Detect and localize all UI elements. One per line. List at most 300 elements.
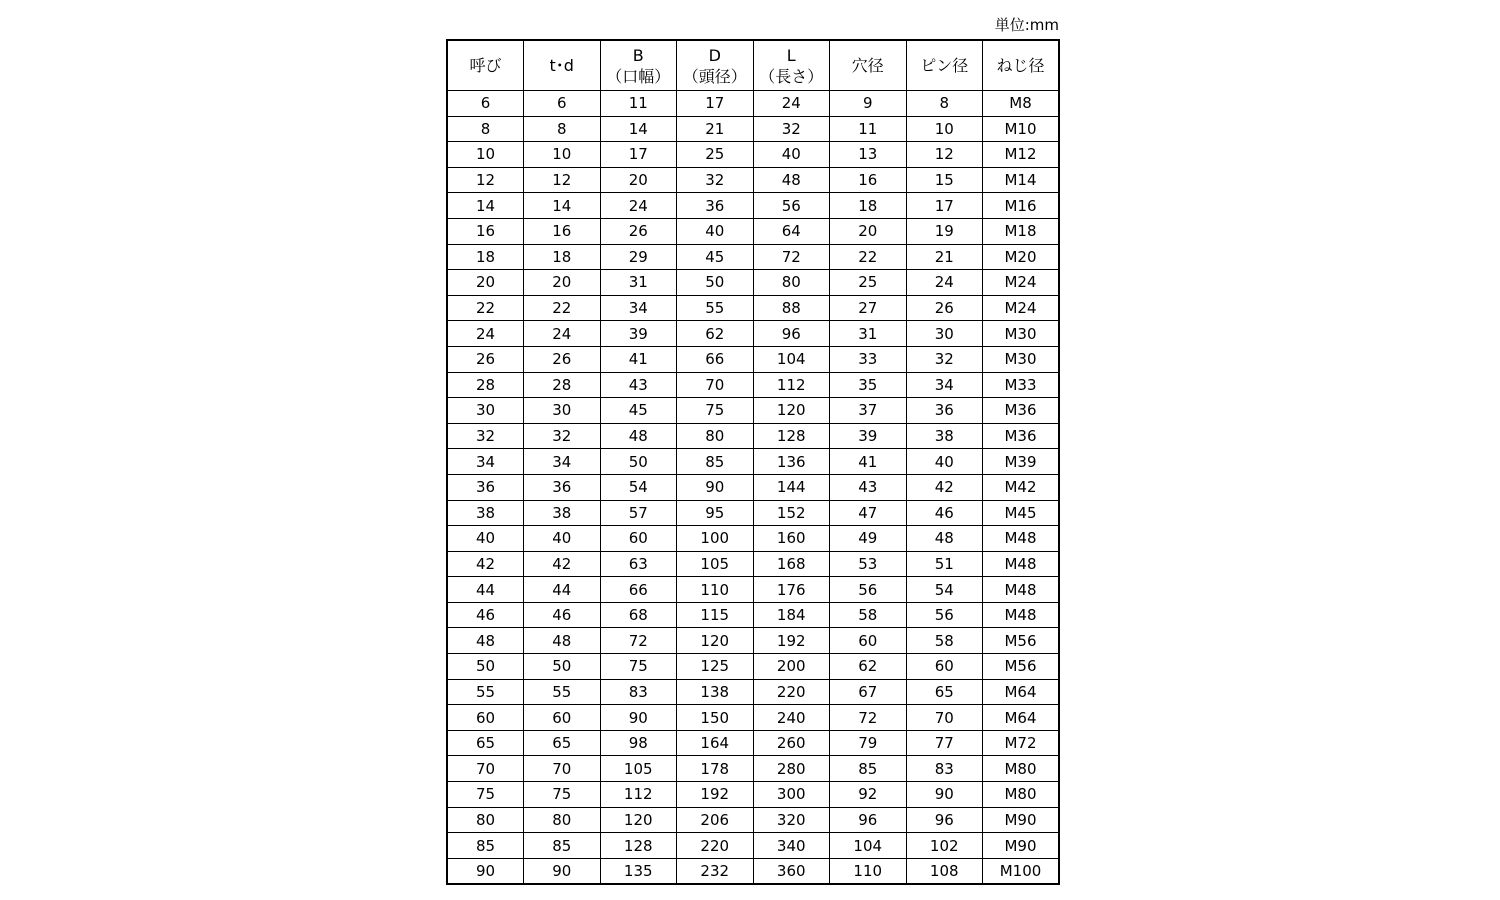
table-cell: 90 — [677, 474, 754, 500]
table-cell: 55 — [447, 679, 524, 705]
table-cell: 35 — [830, 372, 907, 398]
table-row — [447, 705, 1059, 731]
table-cell: 32 — [677, 167, 754, 193]
table-cell: 72 — [753, 244, 830, 270]
table-cell: 21 — [906, 244, 983, 270]
table-cell: 150 — [677, 705, 754, 731]
table-cell: 18 — [524, 244, 601, 270]
table-cell: 9 — [830, 91, 907, 117]
table-cell: 46 — [447, 602, 524, 628]
table-cell: 36 — [677, 193, 754, 219]
table-cell: 45 — [600, 398, 677, 424]
table-cell: 110 — [677, 577, 754, 603]
table-cell: 66 — [677, 346, 754, 372]
table-cell: 32 — [524, 423, 601, 449]
table-cell: 42 — [906, 474, 983, 500]
table-cell: 25 — [830, 270, 907, 296]
table-cell: M56 — [983, 628, 1060, 654]
table-cell: 104 — [753, 346, 830, 372]
table-cell: 6 — [447, 91, 524, 117]
table-cell: 54 — [600, 474, 677, 500]
table-cell: 50 — [447, 654, 524, 680]
table-cell: 47 — [830, 500, 907, 526]
table-cell: 41 — [600, 346, 677, 372]
table-cell: M16 — [983, 193, 1060, 219]
table-cell: 36 — [447, 474, 524, 500]
table-cell: 17 — [600, 142, 677, 168]
table-cell: M42 — [983, 474, 1060, 500]
table-cell: 340 — [753, 833, 830, 859]
table-cell: M36 — [983, 398, 1060, 424]
table-cell: 12 — [906, 142, 983, 168]
table-cell: 60 — [906, 654, 983, 680]
table-cell: 72 — [830, 705, 907, 731]
table-cell: M64 — [983, 679, 1060, 705]
table-cell: M64 — [983, 705, 1060, 731]
table-cell: 128 — [600, 833, 677, 859]
table-cell: 120 — [677, 628, 754, 654]
column-header-sublabel: （頭径） — [682, 66, 747, 86]
table-cell: 10 — [906, 116, 983, 142]
header-row — [447, 40, 1059, 91]
table-cell: 64 — [753, 218, 830, 244]
table-cell: 56 — [906, 602, 983, 628]
table-row — [447, 730, 1059, 756]
table-cell: 92 — [830, 782, 907, 808]
table-cell: 48 — [524, 628, 601, 654]
table-cell: 83 — [600, 679, 677, 705]
column-header-sublabel: （長さ） — [759, 66, 824, 86]
table-cell: 17 — [906, 193, 983, 219]
table-cell: 32 — [753, 116, 830, 142]
column-header-label: 穴径 — [851, 56, 884, 75]
table-row — [447, 116, 1059, 142]
table-cell: 53 — [830, 551, 907, 577]
table-cell: 104 — [830, 833, 907, 859]
table-row — [447, 782, 1059, 808]
table-cell: 178 — [677, 756, 754, 782]
table-cell: 28 — [524, 372, 601, 398]
table-cell: 48 — [600, 423, 677, 449]
table-row — [447, 628, 1059, 654]
table-cell: 49 — [830, 526, 907, 552]
table-cell: 80 — [753, 270, 830, 296]
table-cell: M48 — [983, 526, 1060, 552]
table-cell: 56 — [830, 577, 907, 603]
table-cell: M10 — [983, 116, 1060, 142]
table-cell: 48 — [906, 526, 983, 552]
table-cell: 26 — [447, 346, 524, 372]
table-cell: 20 — [830, 218, 907, 244]
table-cell: 90 — [600, 705, 677, 731]
table-cell: 14 — [524, 193, 601, 219]
table-cell: 85 — [447, 833, 524, 859]
table-cell: 160 — [753, 526, 830, 552]
table-cell: 360 — [753, 858, 830, 884]
table-cell: 28 — [447, 372, 524, 398]
table-cell: 220 — [677, 833, 754, 859]
table-cell: 70 — [906, 705, 983, 731]
table-cell: 60 — [830, 628, 907, 654]
table-row — [447, 218, 1059, 244]
table-cell: 168 — [753, 551, 830, 577]
table-cell: 8 — [524, 116, 601, 142]
table-cell: 90 — [906, 782, 983, 808]
table-cell: 128 — [753, 423, 830, 449]
table-cell: 30 — [906, 321, 983, 347]
table-cell: 55 — [524, 679, 601, 705]
table-cell: M90 — [983, 807, 1060, 833]
table-cell: 96 — [753, 321, 830, 347]
table-cell: 30 — [524, 398, 601, 424]
table-cell: M33 — [983, 372, 1060, 398]
table-cell: 20 — [600, 167, 677, 193]
table-cell: M20 — [983, 244, 1060, 270]
table-cell: 62 — [830, 654, 907, 680]
table-cell: 75 — [524, 782, 601, 808]
table-cell: 36 — [524, 474, 601, 500]
table-cell: 98 — [600, 730, 677, 756]
table-row — [447, 321, 1059, 347]
table-cell: M14 — [983, 167, 1060, 193]
table-cell: 40 — [753, 142, 830, 168]
table-cell: 50 — [677, 270, 754, 296]
table-cell: 85 — [830, 756, 907, 782]
table-cell: 80 — [524, 807, 601, 833]
column-header-label: L — [786, 45, 796, 65]
table-row — [447, 142, 1059, 168]
column-header-label: D — [708, 45, 721, 65]
table-cell: 60 — [447, 705, 524, 731]
table-cell: 11 — [600, 91, 677, 117]
table-cell: 39 — [830, 423, 907, 449]
column-header — [447, 40, 524, 91]
table-cell: 36 — [906, 398, 983, 424]
table-cell: 8 — [906, 91, 983, 117]
column-header — [600, 40, 677, 91]
table-cell: 18 — [447, 244, 524, 270]
table-cell: 45 — [677, 244, 754, 270]
table-cell: 13 — [830, 142, 907, 168]
table-cell: 66 — [600, 577, 677, 603]
column-header — [906, 40, 983, 91]
table-cell: 232 — [677, 858, 754, 884]
table-cell: 38 — [447, 500, 524, 526]
table-cell: 85 — [524, 833, 601, 859]
table-cell: 24 — [753, 91, 830, 117]
table-cell: 19 — [906, 218, 983, 244]
table-row — [447, 193, 1059, 219]
table-cell: 16 — [447, 218, 524, 244]
table-row — [447, 679, 1059, 705]
table-cell: 65 — [906, 679, 983, 705]
table-cell: 176 — [753, 577, 830, 603]
table-row — [447, 167, 1059, 193]
table-cell: 120 — [753, 398, 830, 424]
table-cell: 20 — [447, 270, 524, 296]
table-cell: 67 — [830, 679, 907, 705]
table-cell: 46 — [906, 500, 983, 526]
table-cell: 96 — [830, 807, 907, 833]
table-row — [447, 833, 1059, 859]
table-cell: M56 — [983, 654, 1060, 680]
table-cell: 32 — [447, 423, 524, 449]
table-cell: 206 — [677, 807, 754, 833]
table-cell: 22 — [524, 295, 601, 321]
table-cell: 16 — [524, 218, 601, 244]
table-cell: 48 — [447, 628, 524, 654]
table-cell: 77 — [906, 730, 983, 756]
table-cell: 26 — [906, 295, 983, 321]
table-cell: 55 — [677, 295, 754, 321]
table-cell: 20 — [524, 270, 601, 296]
table-cell: 105 — [677, 551, 754, 577]
table-cell: M48 — [983, 577, 1060, 603]
table-cell: 54 — [906, 577, 983, 603]
table-cell: 50 — [524, 654, 601, 680]
table-cell: M48 — [983, 551, 1060, 577]
table-cell: 135 — [600, 858, 677, 884]
table-cell: 22 — [447, 295, 524, 321]
table-cell: 15 — [906, 167, 983, 193]
table-cell: 24 — [447, 321, 524, 347]
column-header-label: ピン径 — [920, 56, 969, 75]
table-cell: 63 — [600, 551, 677, 577]
table-cell: 120 — [600, 807, 677, 833]
table-cell: 6 — [524, 91, 601, 117]
table-cell: 136 — [753, 449, 830, 475]
column-header — [677, 40, 754, 91]
table-cell: 260 — [753, 730, 830, 756]
table-cell: 90 — [524, 858, 601, 884]
table-cell: 16 — [830, 167, 907, 193]
table-row — [447, 526, 1059, 552]
table-cell: 90 — [447, 858, 524, 884]
table-cell: 17 — [677, 91, 754, 117]
table-cell: M39 — [983, 449, 1060, 475]
table-cell: 38 — [524, 500, 601, 526]
table-cell: 39 — [600, 321, 677, 347]
table-cell: 14 — [600, 116, 677, 142]
column-header-sublabel: （口幅） — [606, 66, 671, 86]
table-row — [447, 858, 1059, 884]
table-cell: 68 — [600, 602, 677, 628]
table-cell: M18 — [983, 218, 1060, 244]
table-cell: 108 — [906, 858, 983, 884]
table-cell: M100 — [983, 858, 1060, 884]
table-cell: 184 — [753, 602, 830, 628]
table-cell: 18 — [830, 193, 907, 219]
table-cell: M8 — [983, 91, 1060, 117]
table-cell: 96 — [906, 807, 983, 833]
table-cell: M72 — [983, 730, 1060, 756]
table-cell: 220 — [753, 679, 830, 705]
table-cell: 34 — [524, 449, 601, 475]
table-cell: 48 — [753, 167, 830, 193]
table-cell: 12 — [524, 167, 601, 193]
table-cell: 43 — [600, 372, 677, 398]
table-cell: 24 — [600, 193, 677, 219]
table-row — [447, 270, 1059, 296]
table-cell: 21 — [677, 116, 754, 142]
table-cell: 75 — [447, 782, 524, 808]
table-cell: 125 — [677, 654, 754, 680]
table-cell: 70 — [524, 756, 601, 782]
table-row — [447, 244, 1059, 270]
table-cell: 43 — [830, 474, 907, 500]
table-header — [447, 40, 1059, 91]
table-cell: 60 — [524, 705, 601, 731]
table-cell: M36 — [983, 423, 1060, 449]
table-cell: 300 — [753, 782, 830, 808]
table-cell: M24 — [983, 295, 1060, 321]
table-row — [447, 346, 1059, 372]
table-cell: 26 — [524, 346, 601, 372]
table-cell: 40 — [906, 449, 983, 475]
table-cell: 24 — [906, 270, 983, 296]
table-row — [447, 449, 1059, 475]
table-row — [447, 654, 1059, 680]
table-cell: 80 — [447, 807, 524, 833]
table-cell: 57 — [600, 500, 677, 526]
table-row — [447, 500, 1059, 526]
table-cell: 44 — [524, 577, 601, 603]
table-cell: 72 — [600, 628, 677, 654]
table-cell: M24 — [983, 270, 1060, 296]
table-cell: 280 — [753, 756, 830, 782]
column-header-label: ねじ径 — [996, 56, 1045, 75]
column-header — [753, 40, 830, 91]
table-row — [447, 91, 1059, 117]
table-cell: 50 — [600, 449, 677, 475]
table-cell: 95 — [677, 500, 754, 526]
table-cell: 37 — [830, 398, 907, 424]
table-cell: 112 — [600, 782, 677, 808]
table-cell: M80 — [983, 782, 1060, 808]
table-cell: 31 — [600, 270, 677, 296]
table-row — [447, 551, 1059, 577]
table-cell: 31 — [830, 321, 907, 347]
table-cell: 30 — [447, 398, 524, 424]
table-cell: 112 — [753, 372, 830, 398]
table-row — [447, 372, 1059, 398]
table-row — [447, 577, 1059, 603]
table-cell: 152 — [753, 500, 830, 526]
table-cell: 192 — [677, 782, 754, 808]
table-cell: 27 — [830, 295, 907, 321]
table-cell: 192 — [753, 628, 830, 654]
table-cell: 200 — [753, 654, 830, 680]
table-cell: 138 — [677, 679, 754, 705]
table-cell: 33 — [830, 346, 907, 372]
table-row — [447, 398, 1059, 424]
table-cell: M45 — [983, 500, 1060, 526]
table-row — [447, 295, 1059, 321]
table-cell: 14 — [447, 193, 524, 219]
table-cell: 10 — [524, 142, 601, 168]
table-cell: 83 — [906, 756, 983, 782]
column-header-label: 呼び — [469, 56, 502, 75]
table-cell: M80 — [983, 756, 1060, 782]
table-cell: 70 — [447, 756, 524, 782]
table-cell: 44 — [447, 577, 524, 603]
table-cell: 22 — [830, 244, 907, 270]
table-cell: 11 — [830, 116, 907, 142]
table-cell: M48 — [983, 602, 1060, 628]
column-header-label: t･d — [549, 56, 574, 75]
column-header — [830, 40, 907, 91]
table-cell: 80 — [677, 423, 754, 449]
column-header — [524, 40, 601, 91]
table-cell: 62 — [677, 321, 754, 347]
table-cell: 40 — [447, 526, 524, 552]
table-cell: 65 — [524, 730, 601, 756]
table-cell: M30 — [983, 321, 1060, 347]
table-cell: 88 — [753, 295, 830, 321]
table-cell: M90 — [983, 833, 1060, 859]
table-body — [447, 91, 1059, 885]
table-cell: 26 — [600, 218, 677, 244]
table-cell: 40 — [677, 218, 754, 244]
table-cell: 79 — [830, 730, 907, 756]
table-cell: 8 — [447, 116, 524, 142]
table-cell: 42 — [524, 551, 601, 577]
table-cell: 115 — [677, 602, 754, 628]
table-cell: M30 — [983, 346, 1060, 372]
table-cell: M12 — [983, 142, 1060, 168]
table-cell: 60 — [600, 526, 677, 552]
table-cell: 29 — [600, 244, 677, 270]
table-cell: 100 — [677, 526, 754, 552]
table-cell: 34 — [906, 372, 983, 398]
spec-table — [446, 39, 1060, 885]
table-cell: 10 — [447, 142, 524, 168]
table-cell: 58 — [830, 602, 907, 628]
table-cell: 41 — [830, 449, 907, 475]
table-cell: 42 — [447, 551, 524, 577]
table-cell: 70 — [677, 372, 754, 398]
table-row — [447, 756, 1059, 782]
table-row — [447, 474, 1059, 500]
table-cell: 164 — [677, 730, 754, 756]
table-cell: 105 — [600, 756, 677, 782]
table-cell: 34 — [447, 449, 524, 475]
table-cell: 38 — [906, 423, 983, 449]
table-cell: 85 — [677, 449, 754, 475]
table-cell: 75 — [677, 398, 754, 424]
table-row — [447, 602, 1059, 628]
table-cell: 240 — [753, 705, 830, 731]
table-cell: 12 — [447, 167, 524, 193]
table-row — [447, 423, 1059, 449]
table-cell: 75 — [600, 654, 677, 680]
table-cell: 144 — [753, 474, 830, 500]
table-cell: 58 — [906, 628, 983, 654]
table-cell: 46 — [524, 602, 601, 628]
table-cell: 34 — [600, 295, 677, 321]
table-cell: 51 — [906, 551, 983, 577]
table-row — [447, 807, 1059, 833]
table-cell: 25 — [677, 142, 754, 168]
table-cell: 65 — [447, 730, 524, 756]
table-cell: 32 — [906, 346, 983, 372]
unit-label: 単位:mm — [994, 16, 1059, 34]
table-cell: 110 — [830, 858, 907, 884]
table-cell: 40 — [524, 526, 601, 552]
table-cell: 320 — [753, 807, 830, 833]
table-cell: 56 — [753, 193, 830, 219]
column-header-label: B — [632, 45, 644, 65]
